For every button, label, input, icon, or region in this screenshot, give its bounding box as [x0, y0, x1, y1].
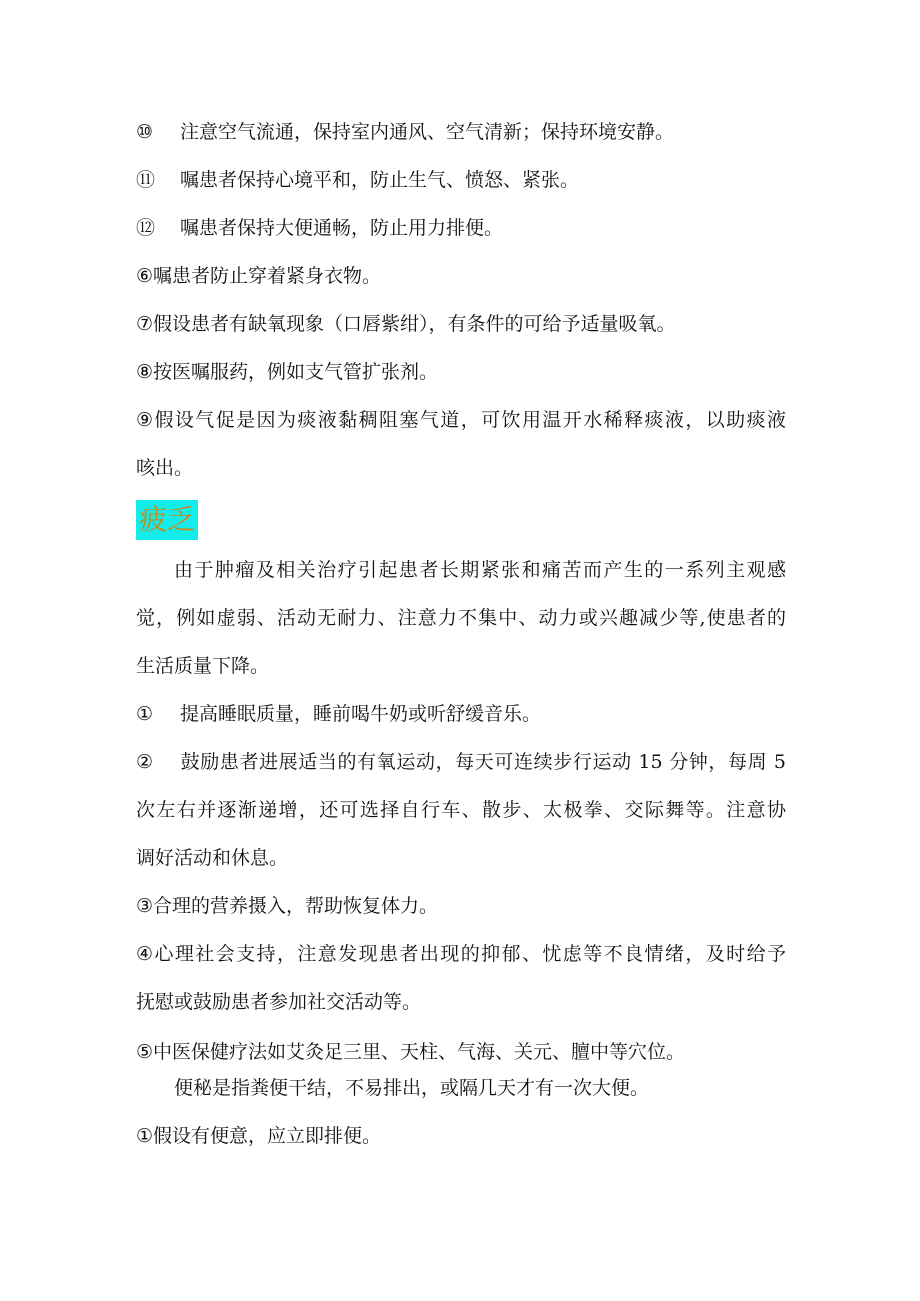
paragraph-line [136, 606, 786, 630]
item-number: ⑫ [136, 217, 156, 239]
list-item-continuation [136, 846, 786, 870]
item-number: ① [136, 703, 154, 725]
item-text: 嘱患者保持大便通畅，防止用力排便。 [180, 217, 504, 239]
intro-text: 生活质量下降。 [136, 655, 270, 677]
item-text: 假设有便意，应立即排便。 [153, 1125, 382, 1147]
item-number: ⑧ [136, 361, 154, 383]
item-text: 心理社会支持，注意发现患者出现的抑郁、忧虑等不良情绪，及时给予 [153, 943, 786, 965]
intro-text: 觉，例如虚弱、活动无耐力、注意力不集中、动力或兴趣减少等,使患者的 [136, 607, 786, 629]
item-number: ① [136, 1125, 154, 1147]
paragraph-line [136, 654, 786, 678]
paragraph-line [136, 558, 786, 582]
item-text: 注意空气流通，保持室内通风、空气清新；保持环境安静。 [180, 121, 675, 143]
item-text: 次左右并逐渐递增，还可选择自行车、散步、太极拳、交际舞等。注意协 [136, 799, 786, 821]
item-text: 按医嘱服药，例如支气管扩张剂。 [153, 361, 439, 383]
item-number: ⑨ [136, 409, 154, 431]
item-text: 嘱患者防止穿着紧身衣物。 [153, 265, 382, 287]
list-item [136, 894, 786, 918]
item-text: 咳出。 [136, 457, 194, 479]
list-item [136, 702, 786, 726]
item-text: 中医保健疗法如艾灸足三里、天柱、气海、关元、膻中等穴位。 [153, 1041, 686, 1063]
list-item [136, 264, 786, 288]
list-item [136, 312, 786, 336]
item-text: 提高睡眠质量，睡前喝牛奶或听舒缓音乐。 [180, 703, 542, 725]
list-item [136, 120, 786, 144]
list-item [136, 1124, 786, 1148]
item-number: ⑦ [136, 313, 154, 335]
item-text: 抚慰或鼓励患者参加社交活动等。 [136, 991, 422, 1013]
item-number: ⑪ [136, 169, 156, 191]
list-item-continuation [136, 798, 786, 822]
paragraph-line [136, 1076, 824, 1100]
item-number: ③ [136, 895, 154, 917]
item-text: 假设气促是因为痰液黏稠阻塞气道，可饮用温开水稀释痰液，以助痰液 [153, 409, 786, 431]
item-number: ⑤ [136, 1041, 154, 1063]
list-item [136, 168, 786, 192]
item-text: 合理的营养摄入，帮助恢复体力。 [153, 895, 439, 917]
list-item-continuation [136, 456, 786, 480]
item-text: 调好活动和休息。 [136, 847, 289, 869]
item-number: ② [136, 751, 154, 773]
intro-text: 由于肿瘤及相关治疗引起患者长期紧张和痛苦而产生的一系列主观感 [174, 559, 786, 581]
list-item [136, 750, 786, 774]
list-item [136, 1040, 786, 1064]
constipation-intro: 便秘是指粪便干结，不易排出，或隔几天才有一次大便。 [174, 1077, 650, 1099]
item-number: ④ [136, 943, 154, 965]
document-page [136, 0, 786, 1301]
item-text: 假设患者有缺氧现象（口唇紫绀），有条件的可给予适量吸氧。 [153, 313, 676, 335]
list-item [136, 942, 786, 966]
list-item [136, 216, 786, 240]
item-text: 鼓励患者进展适当的有氧运动，每天可连续步行运动 15 分钟，每周 5 [180, 751, 786, 773]
list-item-continuation [136, 990, 786, 1014]
item-number: ⑥ [136, 265, 154, 287]
item-text: 嘱患者保持心境平和，防止生气、愤怒、紧张。 [180, 169, 580, 191]
list-item [136, 360, 786, 384]
section-heading: 疲乏 [136, 500, 198, 540]
item-number: ⑩ [136, 121, 154, 143]
list-item [136, 408, 786, 432]
